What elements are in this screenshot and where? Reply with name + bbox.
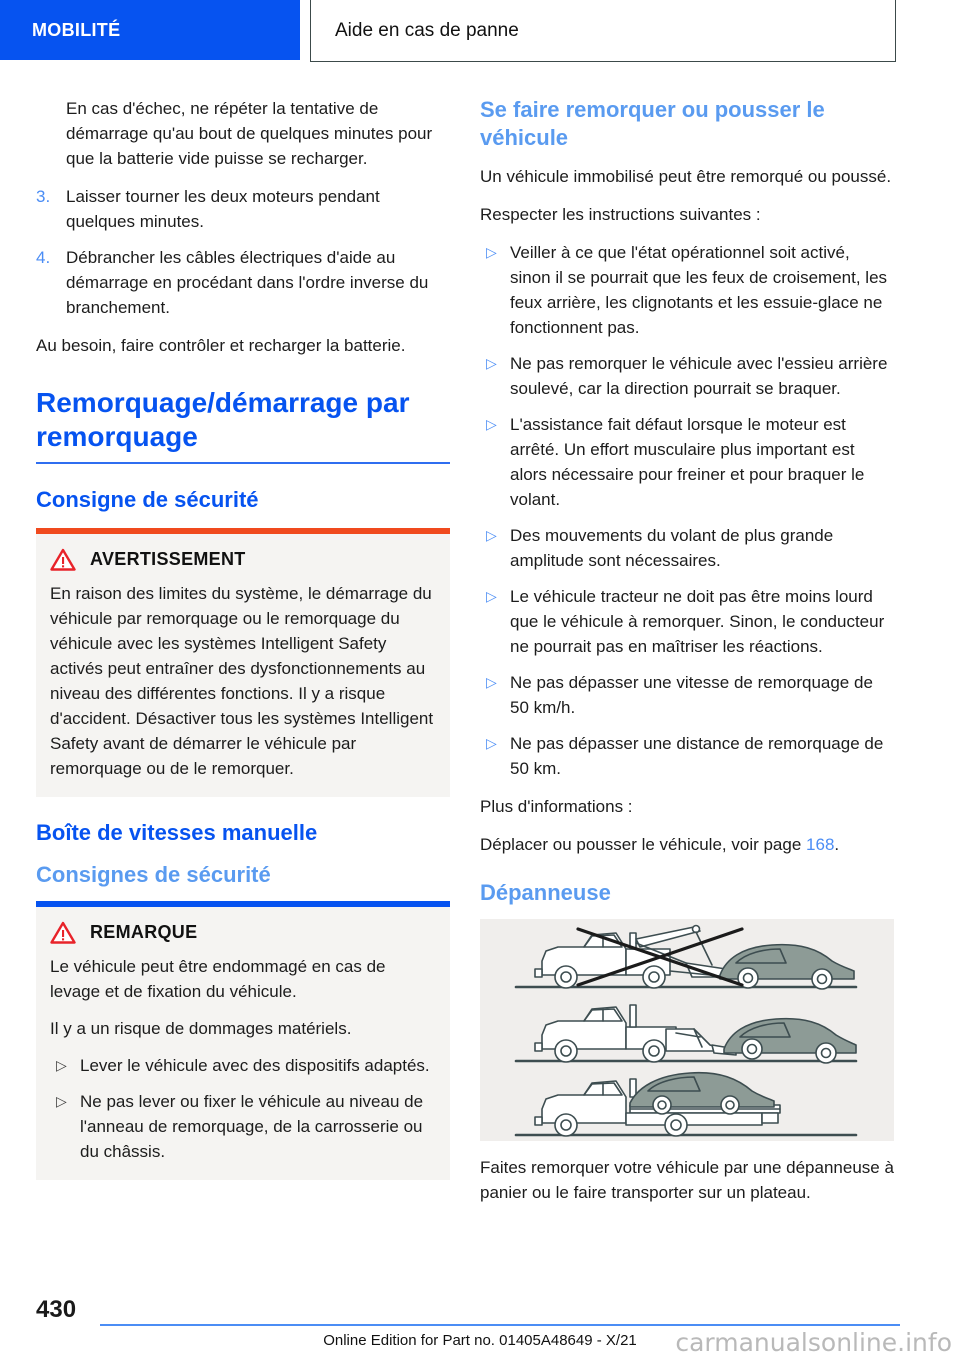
warning-box-text: En raison des limites du système, le démarrage du véhicule par remorquage ou le remorquage du véhicule avec les systèmes Intelligent Safety activés peut entraîner des dysfonctionnements au niveau des différentes fonctions. Il y a risque d'accident. Désactiver tous les systèmes Intelligent Safety avant de démarrer le véhicule par remorquage ou de le remorquer. xyxy=(50,584,434,778)
triangle-bullet-icon: ▷ xyxy=(486,416,497,432)
section-title-label: Aide en cas de panne xyxy=(335,19,519,41)
intro-paragraph-1: Un véhicule immobilisé peut être remorqué ou poussé. xyxy=(480,167,892,186)
cross-reference-suffix: . xyxy=(834,835,840,854)
note-box-header xyxy=(50,921,436,944)
cross-reference-page-link[interactable]: 168 xyxy=(806,835,835,854)
heading-depanneuse: Dépanneuse xyxy=(480,880,611,905)
continued-paragraph: En cas d'échec, ne répéter la tentative de démarrage qu'au bout de quelques minutes pour que la batterie vide puisse se recharger. xyxy=(66,99,433,168)
section-title-box xyxy=(310,0,896,62)
triangle-bullet-icon: ▷ xyxy=(56,1093,67,1109)
triangle-bullet-icon: ▷ xyxy=(486,735,497,751)
cross-reference-prefix: Déplacer ou pousser le véhicule, voir page xyxy=(480,835,807,854)
bullet-text: Ne pas dépasser une distance de remorquage de 50 km. xyxy=(510,734,884,778)
closing-paragraph: Au besoin, faire contrôler et recharger la batterie. xyxy=(36,336,406,355)
step-number: 3. xyxy=(36,187,51,206)
heading-se-faire-remorquer: Se faire remorquer ou pousser le véhicule xyxy=(480,97,825,150)
bullet-text: Veiller à ce que l'état opérationnel soit activé, sinon il se pourrait que les feux de croisement, les feux arrière, les clignotants et les essuie-glace ne fonctionnent pas. xyxy=(510,243,888,337)
bullet-text: Ne pas lever ou fixer le véhicule au niveau de l'anneau de remorquage, de la carrosserie ou du châssis. xyxy=(80,1092,424,1161)
page-footer xyxy=(0,1288,960,1362)
watermark: carmanualsonline.info xyxy=(675,1328,952,1357)
warning-box xyxy=(36,528,450,797)
step-text: Débrancher les câbles électriques d'aide au démarrage en procédant dans l'ordre inverse du branchement. xyxy=(66,248,429,317)
note-box-label: REMARQUE xyxy=(90,922,198,942)
list-item xyxy=(480,240,894,340)
intro-paragraph-2: Respecter les instructions suivantes : xyxy=(480,205,761,224)
warning-triangle-icon xyxy=(50,548,76,571)
bullet-text: Ne pas remorquer le véhicule avec l'essieu arrière soulevé, car la direction pourrait se braquer. xyxy=(510,354,888,398)
page-number: 430 xyxy=(36,1296,77,1323)
step-number: 4. xyxy=(36,248,51,267)
tow-instructions-list xyxy=(480,240,894,781)
chapter-tag xyxy=(0,0,300,60)
step-text: Laisser tourner les deux moteurs pendant quelques minutes. xyxy=(66,187,380,231)
figure-caption: Faites remorquer votre véhicule par une dépanneuse à panier ou le faire transporter sur un plateau. xyxy=(480,1158,894,1202)
left-column xyxy=(36,96,450,1186)
page-title: Remorquage/démarrage par remorquage xyxy=(36,386,450,464)
more-info-label: Plus d'informations : xyxy=(480,797,633,816)
heading-consigne-de-securite: Consigne de sécurité xyxy=(36,487,259,512)
chapter-tag-label: MOBILITÉ xyxy=(32,19,121,40)
heading-consignes-de-securite: Consignes de sécurité xyxy=(36,862,271,887)
list-item xyxy=(480,584,894,659)
note-box-paragraph: Le véhicule peut être endommagé en cas de levage et de fixation du véhicule. xyxy=(50,957,386,1001)
triangle-bullet-icon: ▷ xyxy=(486,244,497,260)
tow-truck-illustration xyxy=(480,919,894,1141)
bullet-text: Le véhicule tracteur ne doit pas être moins lourd que le véhicule à remorquer. Sinon, le conducteur ne pourrait pas en maîtriser les réactions. xyxy=(510,587,885,656)
triangle-bullet-icon: ▷ xyxy=(486,674,497,690)
note-box xyxy=(36,901,450,1180)
heading-boite-de-vitesses-manuelle: Boîte de vitesses manuelle xyxy=(36,820,318,845)
list-item xyxy=(36,184,450,234)
edition-text: Online Edition for Part no. 01405A48649 - X/21 xyxy=(323,1332,637,1349)
warning-box-label: AVERTISSEMENT xyxy=(90,549,246,569)
footer-divider xyxy=(100,1324,900,1326)
bullet-text: L'assistance fait défaut lorsque le moteur est arrêté. Un effort musculaire plus important est alors nécessaire pour freiner et pour braquer le volant. xyxy=(510,415,865,509)
page-header xyxy=(0,0,960,64)
list-item xyxy=(480,351,894,401)
triangle-bullet-icon: ▷ xyxy=(56,1057,67,1073)
cross-reference xyxy=(480,832,894,857)
bullet-text: Lever le véhicule avec des dispositifs adaptés. xyxy=(80,1056,430,1075)
bullet-text: Ne pas dépasser une vitesse de remorquage de 50 km/h. xyxy=(510,673,873,717)
warning-triangle-icon xyxy=(50,921,76,944)
triangle-bullet-icon: ▷ xyxy=(486,527,497,543)
list-item xyxy=(36,245,450,320)
bullet-text: Des mouvements du volant de plus grande amplitude sont nécessaires. xyxy=(510,526,834,570)
note-box-bullet-list xyxy=(50,1053,436,1164)
warning-box-header xyxy=(50,548,436,571)
note-box-paragraph: Il y a un risque de dommages matériels. xyxy=(50,1019,352,1038)
triangle-bullet-icon: ▷ xyxy=(486,588,497,604)
list-item xyxy=(480,523,894,573)
triangle-bullet-icon: ▷ xyxy=(486,355,497,371)
list-item xyxy=(480,412,894,512)
list-item xyxy=(480,731,894,781)
list-item xyxy=(480,670,894,720)
list-item xyxy=(50,1089,436,1164)
right-column xyxy=(480,96,894,1218)
numbered-steps-list xyxy=(36,184,450,320)
list-item xyxy=(50,1053,436,1078)
